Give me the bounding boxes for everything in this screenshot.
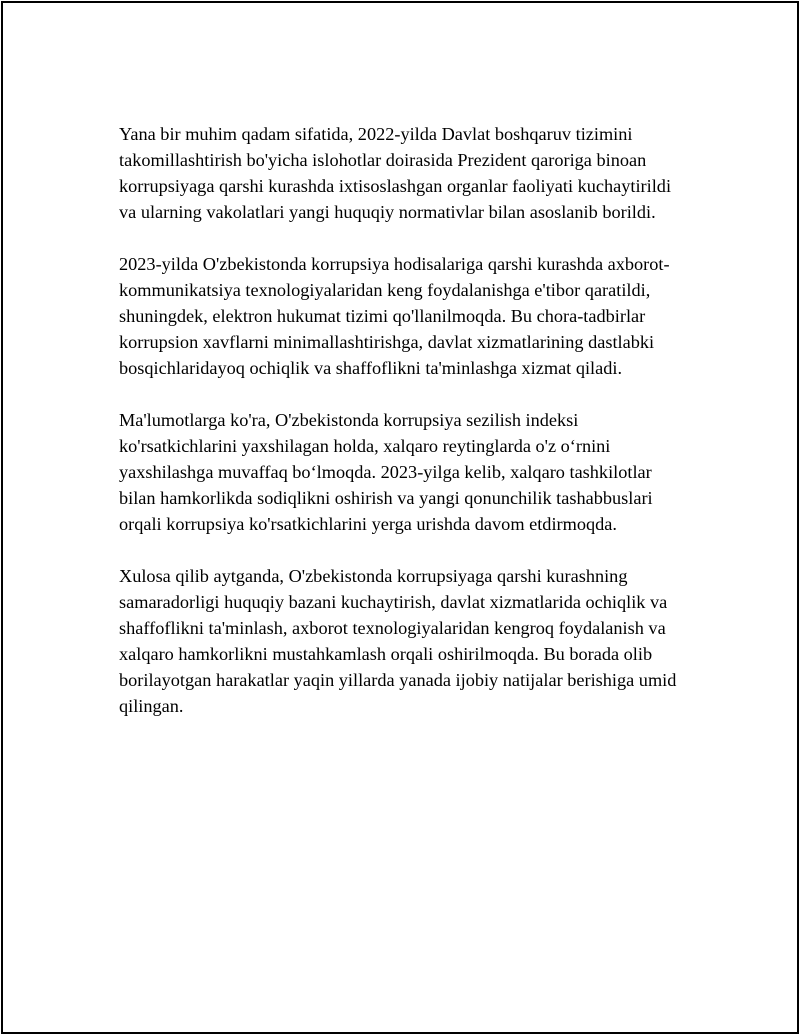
text-line: xalqaro hamkorlikni mustahkamlash orqali oshirilmoqda. Bu borada olib — [119, 644, 653, 664]
paragraph-1 — [119, 121, 699, 225]
document-body — [119, 121, 699, 745]
text-line: borilayotgan harakatlar yaqin yillarda yanada ijobiy natijalar berishiga umid — [119, 670, 677, 690]
text-line: shuningdek, elektron hukumat tizimi qo'llanilmoqda. Bu chora-tadbirlar — [119, 306, 646, 326]
document-page — [1, 1, 799, 1034]
text-line: samaradorligi huquqiy bazani kuchaytirish, davlat xizmatlarida ochiqlik va — [119, 592, 668, 612]
paragraph-2 — [119, 251, 699, 381]
text-line: bosqichlaridayoq ochiqlik va shaffoflikni ta'minlashga xizmat qiladi. — [119, 358, 623, 378]
text-line: yaxshilashga muvaffaq bo‘lmoqda. 2023-yilga kelib, xalqaro tashkilotlar — [119, 462, 652, 482]
text-line: Ma'lumotlarga ko'ra, O'zbekistonda korrupsiya sezilish indeksi — [119, 410, 579, 430]
text-line: ko'rsatkichlarini yaxshilagan holda, xalqaro reytinglarda o'z o‘rnini — [119, 436, 611, 456]
text-line: Yana bir muhim qadam sifatida, 2022-yilda Davlat boshqaruv tizimini — [119, 124, 633, 144]
text-line: orqali korrupsiya ko'rsatkichlarini yerga urishda davom etdirmoqda. — [119, 514, 617, 534]
text-line: bilan hamkorlikda sodiqlikni oshirish va yangi qonunchilik tashabbuslari — [119, 488, 653, 508]
text-line: va ularning vakolatlari yangi huquqiy normativlar bilan asoslanib borildi. — [119, 202, 656, 222]
paragraph-3 — [119, 407, 699, 537]
text-line: takomillashtirish bo'yicha islohotlar doirasida Prezident qaroriga binoan — [119, 150, 647, 170]
paragraph-4 — [119, 563, 699, 719]
text-line: qilingan. — [119, 696, 184, 716]
text-line: 2023-yilda O'zbekistonda korrupsiya hodisalariga qarshi kurashda axborot- — [119, 254, 670, 274]
text-line: Xulosa qilib aytganda, O'zbekistonda korrupsiyaga qarshi kurashning — [119, 566, 628, 586]
text-line: korrupsion xavflarni minimallashtirishga, davlat xizmatlarining dastlabki — [119, 332, 655, 352]
text-line: korrupsiyaga qarshi kurashda ixtisoslashgan organlar faoliyati kuchaytirildi — [119, 176, 672, 196]
text-line: shaffoflikni ta'minlash, axborot texnologiyalaridan kengroq foydalanish va — [119, 618, 666, 638]
text-line: kommunikatsiya texnologiyalaridan keng foydalanishga e'tibor qaratildi, — [119, 280, 651, 300]
